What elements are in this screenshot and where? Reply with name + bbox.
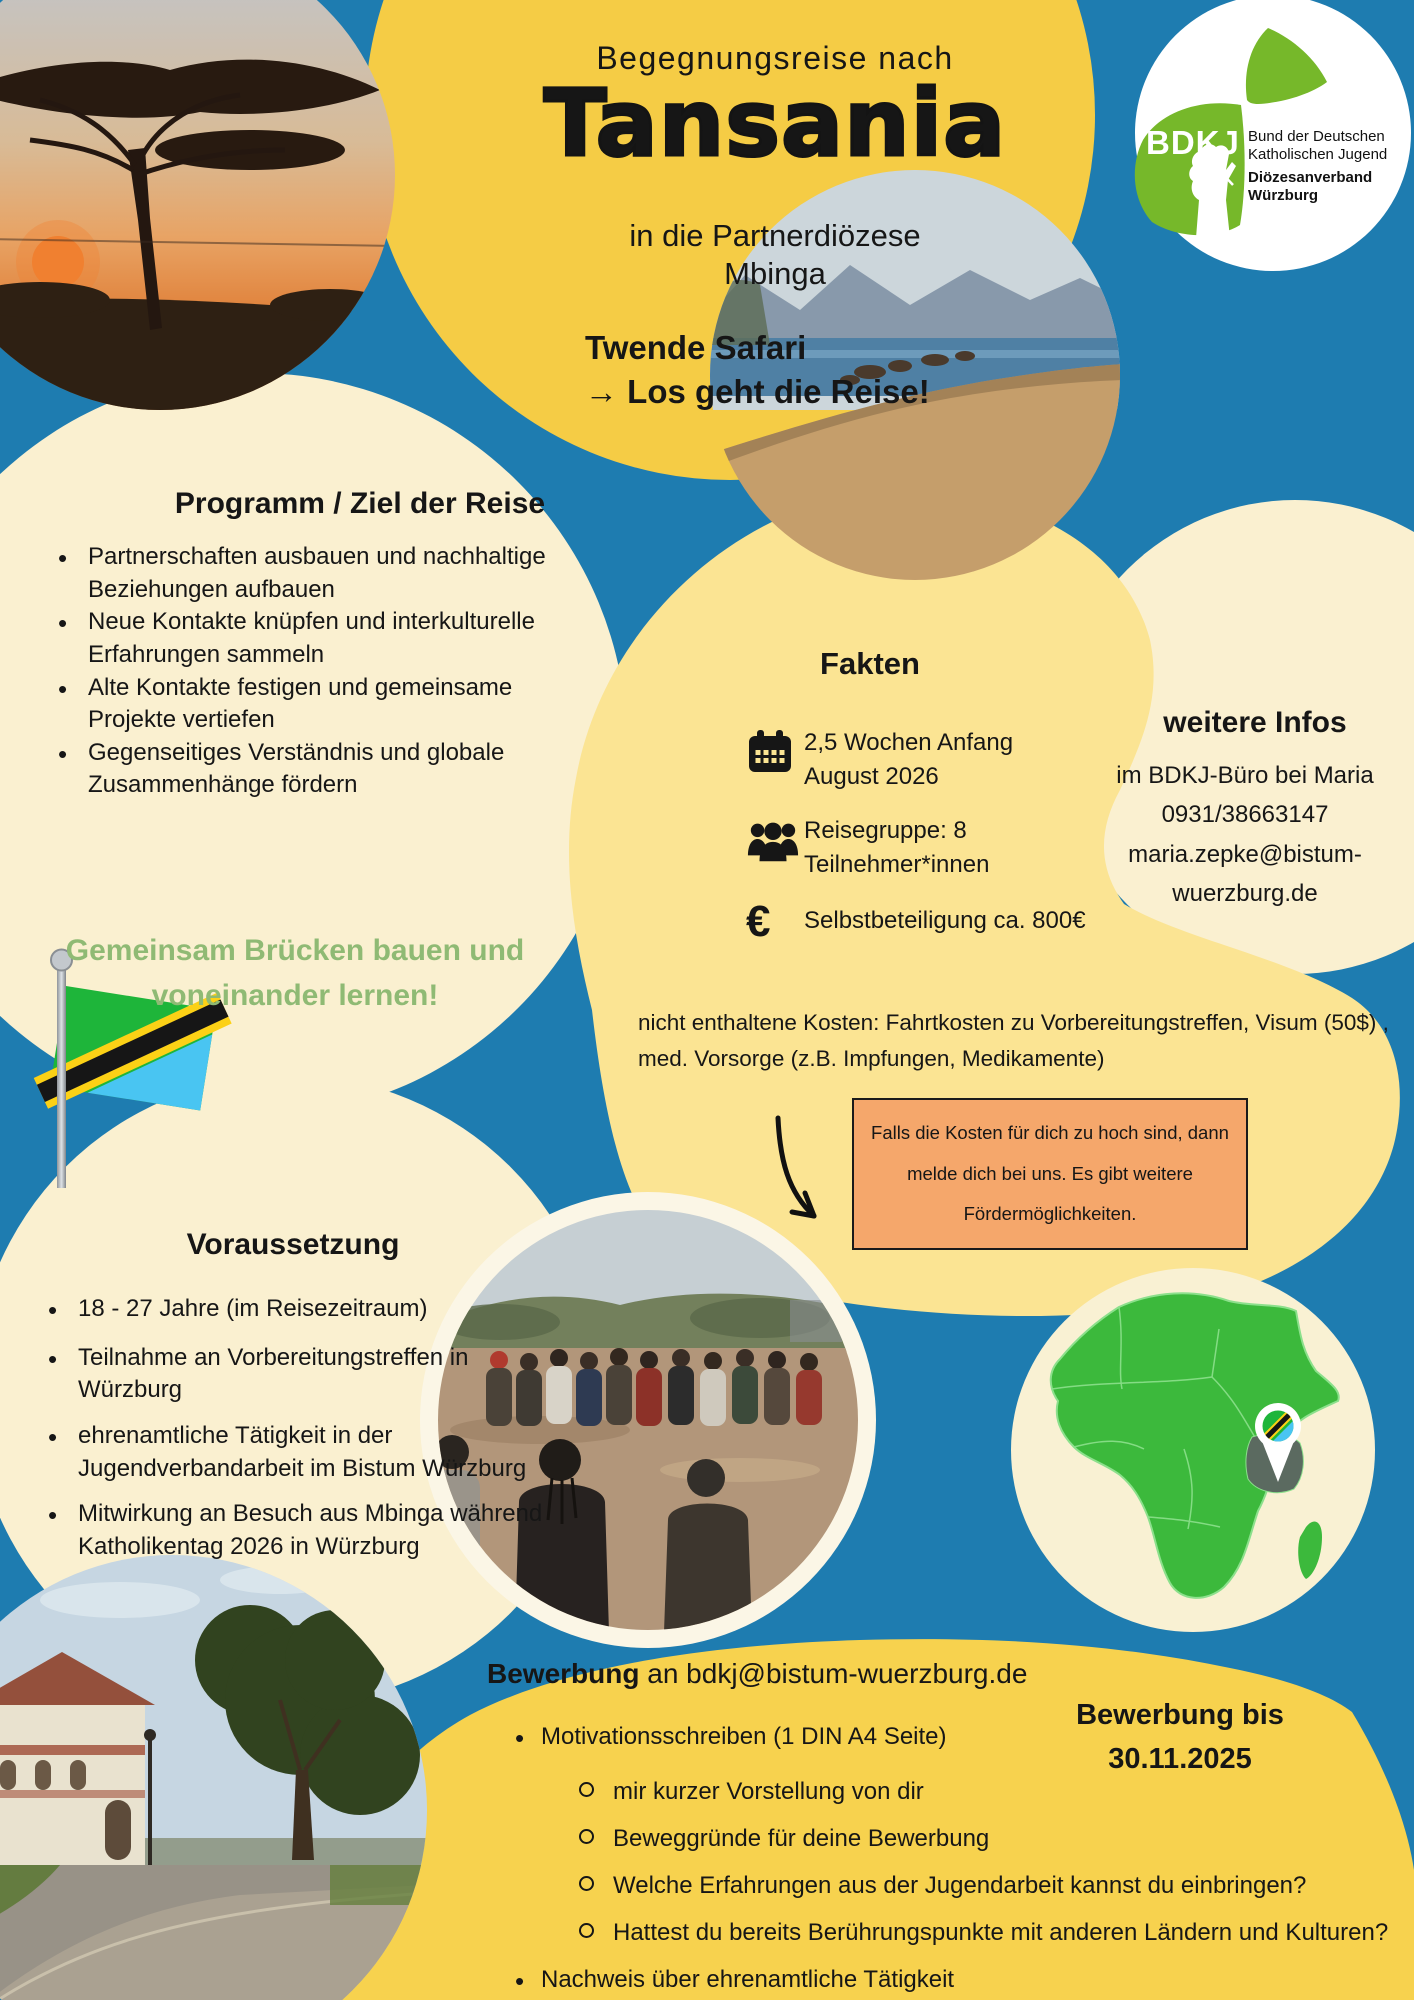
bullet-icon	[58, 541, 88, 606]
fact-row-duration	[746, 726, 1106, 794]
fact-row-group	[746, 814, 1106, 882]
fact-text: Selbstbeteiligung ca. 800€	[804, 906, 1086, 934]
tagline	[585, 326, 1005, 414]
infos-line: im BDKJ-Büro bei Maria	[1116, 762, 1374, 789]
circle-bullet-icon	[579, 1777, 613, 1807]
email-line2: wuerzburg.de	[1172, 880, 1318, 908]
fakten-title: Fakten	[820, 646, 920, 681]
bullet-icon	[58, 672, 88, 737]
list-item: Welche Erfahrungen aus der Jugendarbeit kannst du einbringen?	[579, 1871, 1395, 1901]
list-item: • Partnerschaften ausbauen und nachhaltige Beziehungen aufbauen	[58, 541, 566, 606]
list-item: • Nachweis über ehrenamtliche Tätigkeit	[515, 1965, 1395, 1998]
voraussetzung-title: Voraussetzung	[186, 1228, 400, 1261]
slogan: Gemeinsam Brücken bauen und voneinander lernen!	[65, 934, 525, 1012]
list-item: • ehrenamtliche Tätigkeit in der Jugendverbandarbeit im Bistum Würzburg	[48, 1420, 563, 1485]
bullet-icon	[515, 1965, 541, 1998]
kosten-text: nicht enthaltene Kosten: Fahrtkosten zu Vorbereitungstreffen, Visum (50$) , med. Vorsorge (z.B. Impfungen, Medikamente)	[638, 1010, 1389, 1072]
voraussetzung-list	[48, 1293, 563, 1576]
programm-list	[58, 541, 566, 802]
arrow-right-icon: →	[585, 373, 618, 411]
list-item: Hattest du bereits Berührungspunkte mit anderen Ländern und Kulturen?	[579, 1918, 1395, 1948]
bullet-icon	[58, 737, 88, 802]
kicker: Begegnungsreise nach	[596, 40, 954, 76]
africa-map	[1011, 1268, 1375, 1632]
bullet-icon	[48, 1420, 78, 1485]
phone-number: 0931/38663147	[1161, 801, 1329, 829]
bdkj-acronym: BDKJ	[1146, 124, 1240, 161]
list-item: mir kurzer Vorstellung von dir	[579, 1777, 1395, 1807]
bullet-icon	[58, 606, 88, 671]
euro-icon: €	[746, 897, 771, 946]
fact-text: 2,5 Wochen Anfang August 2026	[804, 729, 1014, 791]
bewerbung-sublist	[579, 1777, 1395, 1948]
bullet-icon	[515, 1722, 541, 1755]
calendar-icon	[746, 726, 804, 786]
circle-bullet-icon	[579, 1824, 613, 1854]
email-line1: maria.zepke@bistum-	[1128, 840, 1362, 868]
circle-bullet-icon	[579, 1871, 613, 1901]
list-item: • Mitwirkung an Besuch aus Mbinga während Katholikentag 2026 in Würzburg	[48, 1498, 563, 1563]
tagline-line1: Twende Safari	[585, 329, 807, 366]
acacia-sunset-photo	[0, 0, 395, 420]
subtitle-line2: Mbinga	[724, 256, 826, 291]
list-item: • Alte Kontakte festigen und gemeinsame Projekte vertiefen	[58, 672, 566, 737]
bullet-icon	[48, 1498, 78, 1563]
page-title: Tansania	[543, 70, 1007, 177]
list-item: • Motivationsschreiben (1 DIN A4 Seite)	[515, 1722, 1395, 1755]
bdkj-org-name: Bund der Deutschen Katholischen Jugend Diözesanverband Würzburg	[1248, 128, 1388, 204]
bewerbung-heading: Bewerbung an bdkj@bistum-wuerzburg.de	[487, 1658, 1028, 1689]
group-icon	[746, 814, 804, 874]
list-item: • Gegenseitiges Verständnis und globale Zusammenhänge fördern	[58, 737, 566, 802]
bullet-icon	[48, 1342, 78, 1407]
deadline: Bewerbung bis 30.11.2025	[1076, 1699, 1284, 1775]
infos-contact	[1080, 756, 1410, 913]
list-item: Beweggründe für deine Bewerbung	[579, 1824, 1395, 1854]
programm-title: Programm / Ziel der Reise	[174, 487, 546, 520]
fact-text: Reisegruppe: 8 Teilnehmer*innen	[804, 817, 990, 879]
list-item: • Neue Kontakte knüpfen und interkulturelle Erfahrungen sammeln	[58, 606, 566, 671]
kosten-note-box: Falls die Kosten für dich zu hoch sind, dann melde dich bei uns. Es gibt weitere Fördermöglichkeiten.	[852, 1098, 1248, 1250]
list-item: • Teilnahme an Vorbereitungstreffen in Würzburg	[48, 1342, 563, 1407]
circle-bullet-icon	[579, 1918, 613, 1948]
tagline-line2: → Los geht die Reise!	[585, 373, 930, 411]
list-item: • 18 - 27 Jahre (im Reisezeitraum)	[48, 1293, 563, 1329]
subtitle-line1: in die Partnerdiözese	[629, 218, 921, 253]
bullet-icon	[48, 1293, 78, 1329]
infos-title: weitere Infos	[1163, 706, 1347, 739]
